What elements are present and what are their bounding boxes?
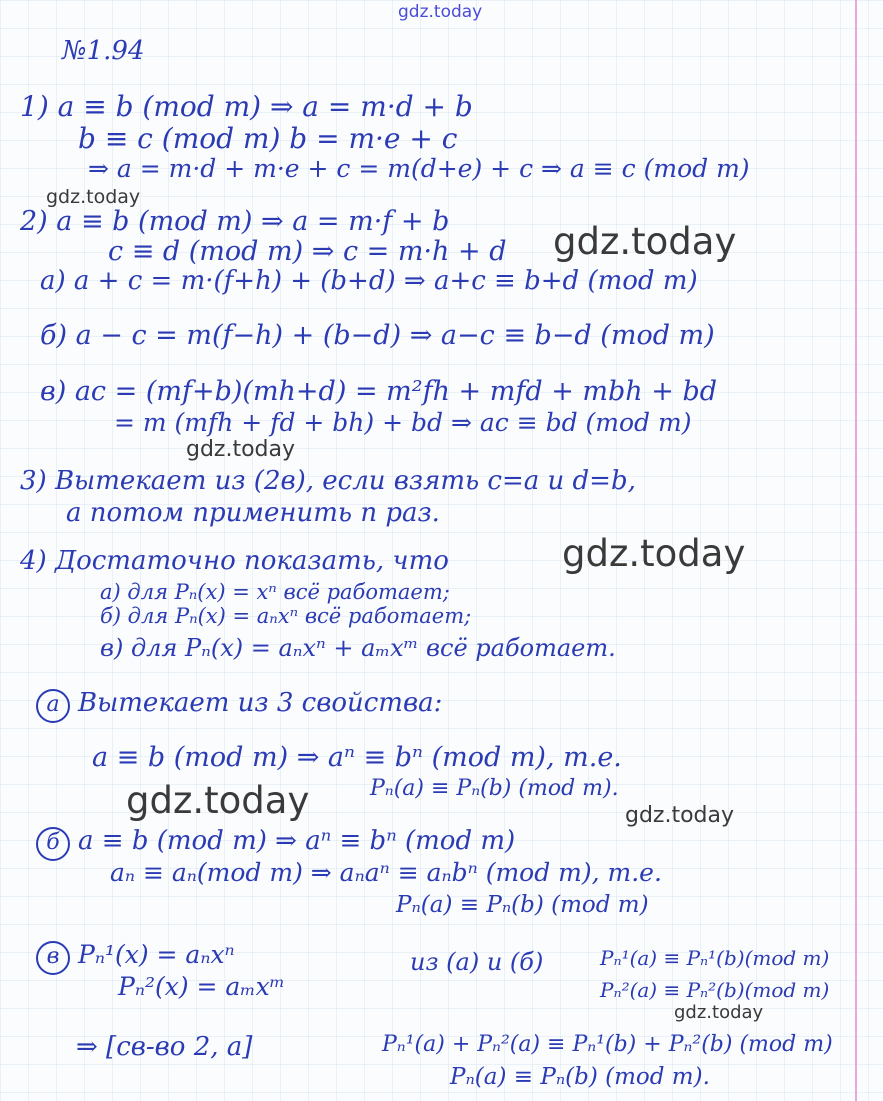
line-4b: б) для Pₙ(x) = aₙxⁿ всё работает; (100, 604, 472, 628)
watermark: gdz.today (553, 220, 737, 263)
line-2v-2: = m (mfh + fd + bh) + bd ⇒ ac ≡ bd (mod m) (114, 408, 692, 437)
line-b-3: Pₙ(a) ≡ Pₙ(b) (mod m) (396, 892, 649, 918)
line-b-2: aₙ ≡ aₙ(mod m) ⇒ aₙaⁿ ≡ aₙbⁿ (mod m), т.е. (110, 858, 662, 887)
line-v-from: из (а) и (б) (410, 948, 544, 976)
watermark-top: gdz.today (398, 2, 483, 22)
line-v-1: Pₙ¹(x) = aₙxⁿ (78, 940, 235, 969)
line-a-1: Вытекает из 3 свойства: (78, 688, 443, 718)
circled-label-v: в (36, 941, 70, 975)
line-1-1: 1) a ≡ b (mod m) ⇒ a = m·d + b (20, 90, 473, 123)
circled-v-row (36, 940, 235, 975)
line-2-2: c ≡ d (mod m) ⇒ c = m·h + d (108, 236, 507, 267)
line-v-4: Pₙ²(a) ≡ Pₙ²(b)(mod m) (600, 978, 830, 1002)
line-4v: в) для Pₙ(x) = aₙxⁿ + aₘxᵐ всё работает. (100, 634, 616, 662)
circled-a-row (36, 688, 442, 723)
watermark: gdz.today (46, 186, 141, 208)
line-3-1: 3) Вытекает из (2в), если взять c=a и d=b, (20, 466, 636, 496)
watermark: gdz.today (126, 779, 310, 822)
circled-label-b: б (36, 827, 70, 861)
line-2-1: 2) a ≡ b (mod m) ⇒ a = m·f + b (20, 206, 450, 237)
watermark: gdz.today (674, 1002, 764, 1023)
exercise-number: №1.94 (62, 36, 145, 66)
line-b-1: a ≡ b (mod m) ⇒ aⁿ ≡ bⁿ (mod m) (78, 826, 516, 856)
line-v-3: Pₙ¹(a) ≡ Pₙ¹(b)(mod m) (600, 946, 830, 970)
line-2a: а) a + c = m·(f+h) + (b+d) ⇒ a+c ≡ b+d (mod m) (40, 266, 698, 296)
line-v-6: Pₙ¹(a) + Pₙ²(a) ≡ Pₙ¹(b) + Pₙ²(b) (mod m) (382, 1032, 833, 1057)
line-3-2: а потом применить n раз. (66, 498, 440, 528)
line-2b: б) a − c = m(f−h) + (b−d) ⇒ a−c ≡ b−d (mod m) (40, 320, 715, 351)
line-v-7: Pₙ(a) ≡ Pₙ(b) (mod m). (450, 1064, 710, 1090)
line-4-1: 4) Достаточно показать, что (20, 546, 449, 576)
line-4a: а) для Pₙ(x) = xⁿ всё работает; (100, 580, 450, 604)
watermark: gdz.today (625, 803, 735, 828)
line-1-2: b ≡ c (mod m) b = m·e + c (78, 122, 458, 155)
line-v-5: ⇒ [св-во 2, а] (76, 1032, 253, 1062)
circled-label-a: а (36, 689, 70, 723)
line-a-2: a ≡ b (mod m) ⇒ aⁿ ≡ bⁿ (mod m), т.е. (92, 742, 622, 773)
margin-line (855, 0, 857, 1101)
watermark: gdz.today (186, 437, 296, 462)
line-v-2: Pₙ²(x) = aₘxᵐ (118, 972, 286, 1001)
line-a-3: Pₙ(a) ≡ Pₙ(b) (mod m). (370, 776, 619, 801)
line-1-3: ⇒ a = m·d + m·e + c = m(d+e) + c ⇒ a ≡ c (mod m) (88, 154, 750, 183)
circled-b-row (36, 826, 515, 861)
line-2v-1: в) ac = (mf+b)(mh+d) = m²fh + mfd + mbh + bd (40, 376, 718, 407)
watermark: gdz.today (562, 532, 746, 575)
